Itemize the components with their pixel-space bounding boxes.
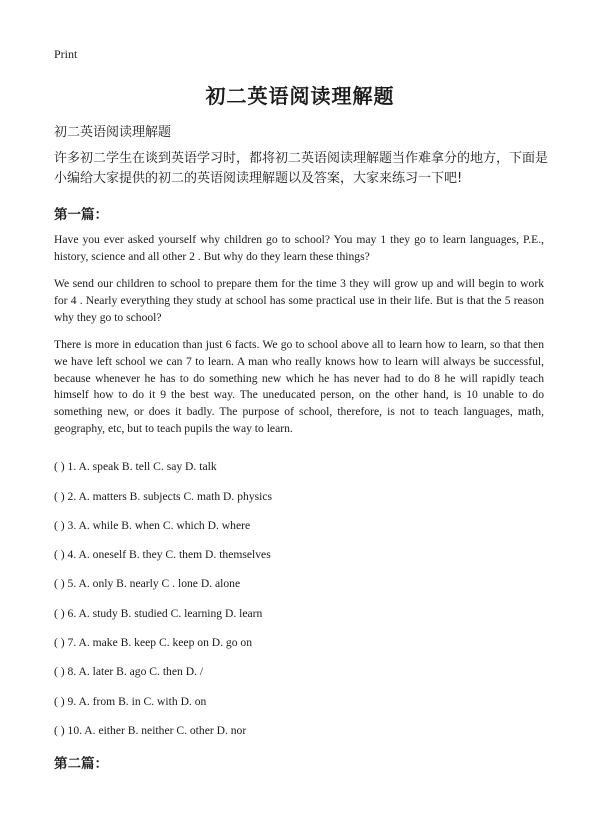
choice-item: ( ) 3. A. while B. when C. which D. where: [54, 519, 251, 532]
passage-paragraph: [54, 232, 544, 266]
page-title: 初二英语阅读理解题: [205, 84, 395, 108]
choice-item: ( ) 9. A. from B. in C. with D. on: [54, 695, 207, 708]
print-label: Print: [54, 47, 78, 61]
choice-item: ( ) 4. A. oneself B. they C. them D. themselves: [54, 548, 271, 561]
passage-paragraph: [54, 337, 544, 438]
choice-item: ( ) 7. A. make B. keep C. keep on D. go on: [54, 636, 253, 649]
page-subtitle: 初二英语阅读理解题: [54, 125, 172, 140]
passage-paragraph-1: Have you ever asked yourself why children go to school? You may 1 they go to learn languages, P.E., history, science and all other 2 . But why do they learn these things?: [54, 233, 544, 263]
passage-paragraph-2: We send our children to school to prepare them for the time 3 they will grow up and will begin to work for 4 . Nearly everything they study at school has some practical use in their life. But is that the 5 reason why they go to school?: [54, 277, 544, 324]
intro-paragraph: 许多初二学生在谈到英语学习时，都将初二英语阅读理解题当作难拿分的地方，下面是小编给大家提供的初二的英语阅读理解题以及答案，大家来练习一下吧!: [54, 151, 549, 186]
passage-paragraph: [54, 276, 544, 326]
passage-paragraph-3: There is more in education than just 6 facts. We go to school above all to learn how to learn, so that then we have left school we can 7 to learn. A man who really knows how to learn will always be successful, because whenever he has to do something new which he has never had to do 8 he will rapidly teach himself how to do it 9 the best way. The uneducated person, on the other hand, is 10 unable to do something new, or does it badly. The purpose of school, therefore, is not to teach languages, math, geography, etc, but to teach pupils the way to learn.: [54, 338, 544, 435]
section-heading-second: 第二篇：: [54, 756, 108, 772]
choice-item: ( ) 8. A. later B. ago C. then D. /: [54, 665, 204, 678]
choice-item: ( ) 1. A. speak B. tell C. say D. talk: [54, 460, 217, 473]
choice-item: ( ) 2. A. matters B. subjects C. math D. physics: [54, 490, 273, 503]
choice-item: ( ) 5. A. only B. nearly C . lone D. alone: [54, 577, 241, 590]
choice-item: ( ) 10. A. either B. neither C. other D. nor: [54, 724, 247, 737]
choice-item: ( ) 6. A. study B. studied C. learning D. learn: [54, 607, 263, 620]
section-heading-first: 第一篇：: [54, 207, 108, 223]
